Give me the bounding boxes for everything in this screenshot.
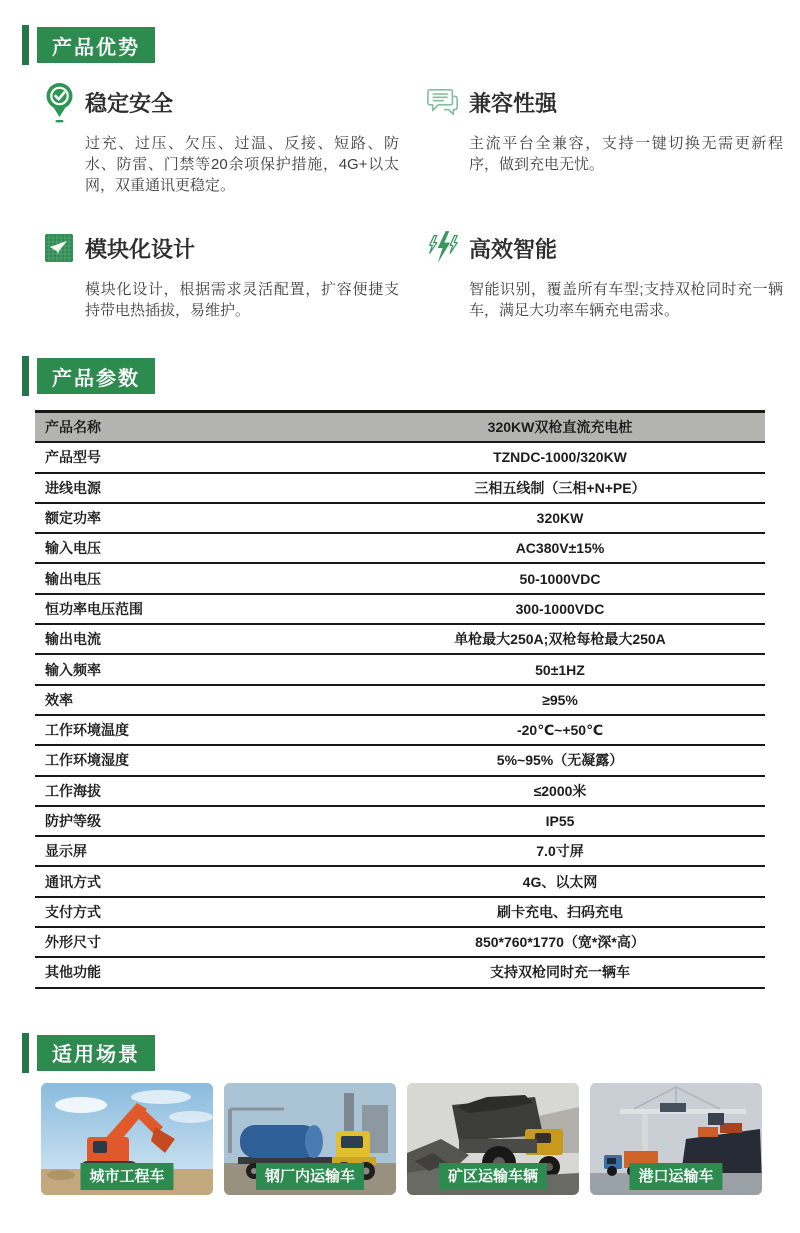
table-row [35,504,765,534]
scenario-card-city [41,1083,213,1195]
table-row [35,595,765,625]
parameters-table [35,410,765,989]
table-row [35,413,765,443]
param-label: 输出电流 [45,631,101,648]
section-accent-bar [22,25,29,65]
param-label: 通讯方式 [45,873,101,890]
check-pin-icon [43,82,75,123]
param-label: 工作海拔 [45,782,101,799]
advantage-title: 高效智能 [469,236,558,262]
scenario-label: 矿区运输车辆 [439,1163,547,1190]
param-value: 4G、以太网 [522,873,598,890]
param-value: 320KW双枪直流充电桩 [487,419,633,436]
advantage-title: 兼容性强 [469,90,558,116]
table-row [35,655,765,685]
scenarios-section [0,1033,800,1195]
scenarios-header [22,1033,800,1073]
param-label: 显示屏 [45,843,87,860]
chat-bubbles-icon [427,87,459,118]
table-row [35,625,765,655]
advantage-title: 稳定安全 [85,90,174,116]
advantages-section-title: 产品优势 [37,27,155,63]
param-value: IP55 [545,813,575,829]
parameters-section-title: 产品参数 [37,358,155,394]
param-label: 产品型号 [45,449,101,466]
param-value: ≥95% [542,691,578,708]
param-value: 刷卡充电、扫码充电 [497,903,623,920]
param-value: ≤2000米 [533,782,587,799]
scenario-card-mining [407,1083,579,1195]
table-row [35,443,765,473]
param-label: 工作环境温度 [45,722,129,739]
advantage-body: 模块化设计，根据需求灵活配置，扩容便捷支持带电热插拔，易维护。 [85,281,399,319]
scenarios-row [41,1083,800,1195]
param-label: 输出电压 [45,570,101,587]
parameters-section [0,356,800,989]
advantage-body: 智能识别，覆盖所有车型;支持双枪同时充一辆车，满足大功率车辆充电需求。 [469,281,783,319]
param-label: 恒功率电压范围 [45,600,143,617]
param-label: 输入电压 [45,540,101,557]
param-value: AC380V±15% [515,540,605,557]
param-value: 320KW [536,510,584,527]
parameters-header [22,356,800,396]
advantage-body: 过充、过压、欠压、过温、反接、短路、防水、防雷、门禁等20余项保护措施，4G+以太网，双重通讯更稳定。 [85,135,399,194]
table-row [35,898,765,928]
table-row [35,474,765,504]
advantage-item-smart [427,226,800,321]
table-row [35,807,765,837]
table-row [35,716,765,746]
param-value: 300-1000VDC [515,600,605,617]
scenario-card-port [590,1083,762,1195]
table-row [35,534,765,564]
scenarios-section-title: 适用场景 [37,1035,155,1071]
param-value: 单枪最大250A;双枪每枪最大250A [454,631,666,648]
table-row [35,564,765,594]
lightning-icon [427,227,459,269]
param-value: 850*760*1770（宽*深*高） [475,934,645,951]
param-label: 进线电源 [45,479,101,496]
advantages-header [22,25,800,65]
advantage-item-compatibility [427,80,800,196]
param-label: 防护等级 [45,813,101,829]
param-label: 输入频率 [45,661,101,678]
table-row [35,746,765,776]
param-value: 5%~95%（无凝露） [496,752,624,769]
advantage-title: 模块化设计 [85,236,196,262]
scenario-label: 港口运输车 [629,1163,722,1190]
table-row [35,777,765,807]
param-label: 外形尺寸 [45,934,101,951]
param-label: 效率 [45,691,73,708]
param-label: 工作环境湿度 [45,752,129,769]
param-value: -20℃~+50℃ [516,721,604,738]
param-value: 50-1000VDC [519,570,601,587]
table-row [35,958,765,988]
param-label: 支付方式 [45,903,101,920]
table-row [35,928,765,958]
advantages-section [0,0,800,321]
section-accent-bar [22,356,29,396]
table-row [35,867,765,897]
scenario-label: 城市工程车 [80,1163,173,1190]
advantage-item-modular [43,226,427,321]
param-label: 额定功率 [45,510,101,527]
param-value: 支持双枪同时充一辆车 [490,964,630,981]
param-value: 50±1HZ [535,661,585,678]
advantage-body: 主流平台全兼容，支持一键切换无需更新程序，做到充电无忧。 [469,135,783,173]
table-row [35,686,765,716]
param-label: 产品名称 [45,419,101,436]
param-label: 其他功能 [45,964,101,981]
advantages-grid [43,80,800,321]
param-value: TZNDC-1000/320KW [493,449,627,466]
scenario-label: 钢厂内运输车 [256,1163,364,1190]
module-grid-icon [43,233,75,263]
section-accent-bar [22,1033,29,1073]
param-value: 三相五线制（三相+N+PE） [474,479,646,496]
scenario-card-steel-plant [224,1083,396,1195]
param-value: 7.0寸屏 [536,843,584,860]
table-row [35,837,765,867]
advantage-item-stable-safe [43,80,427,196]
